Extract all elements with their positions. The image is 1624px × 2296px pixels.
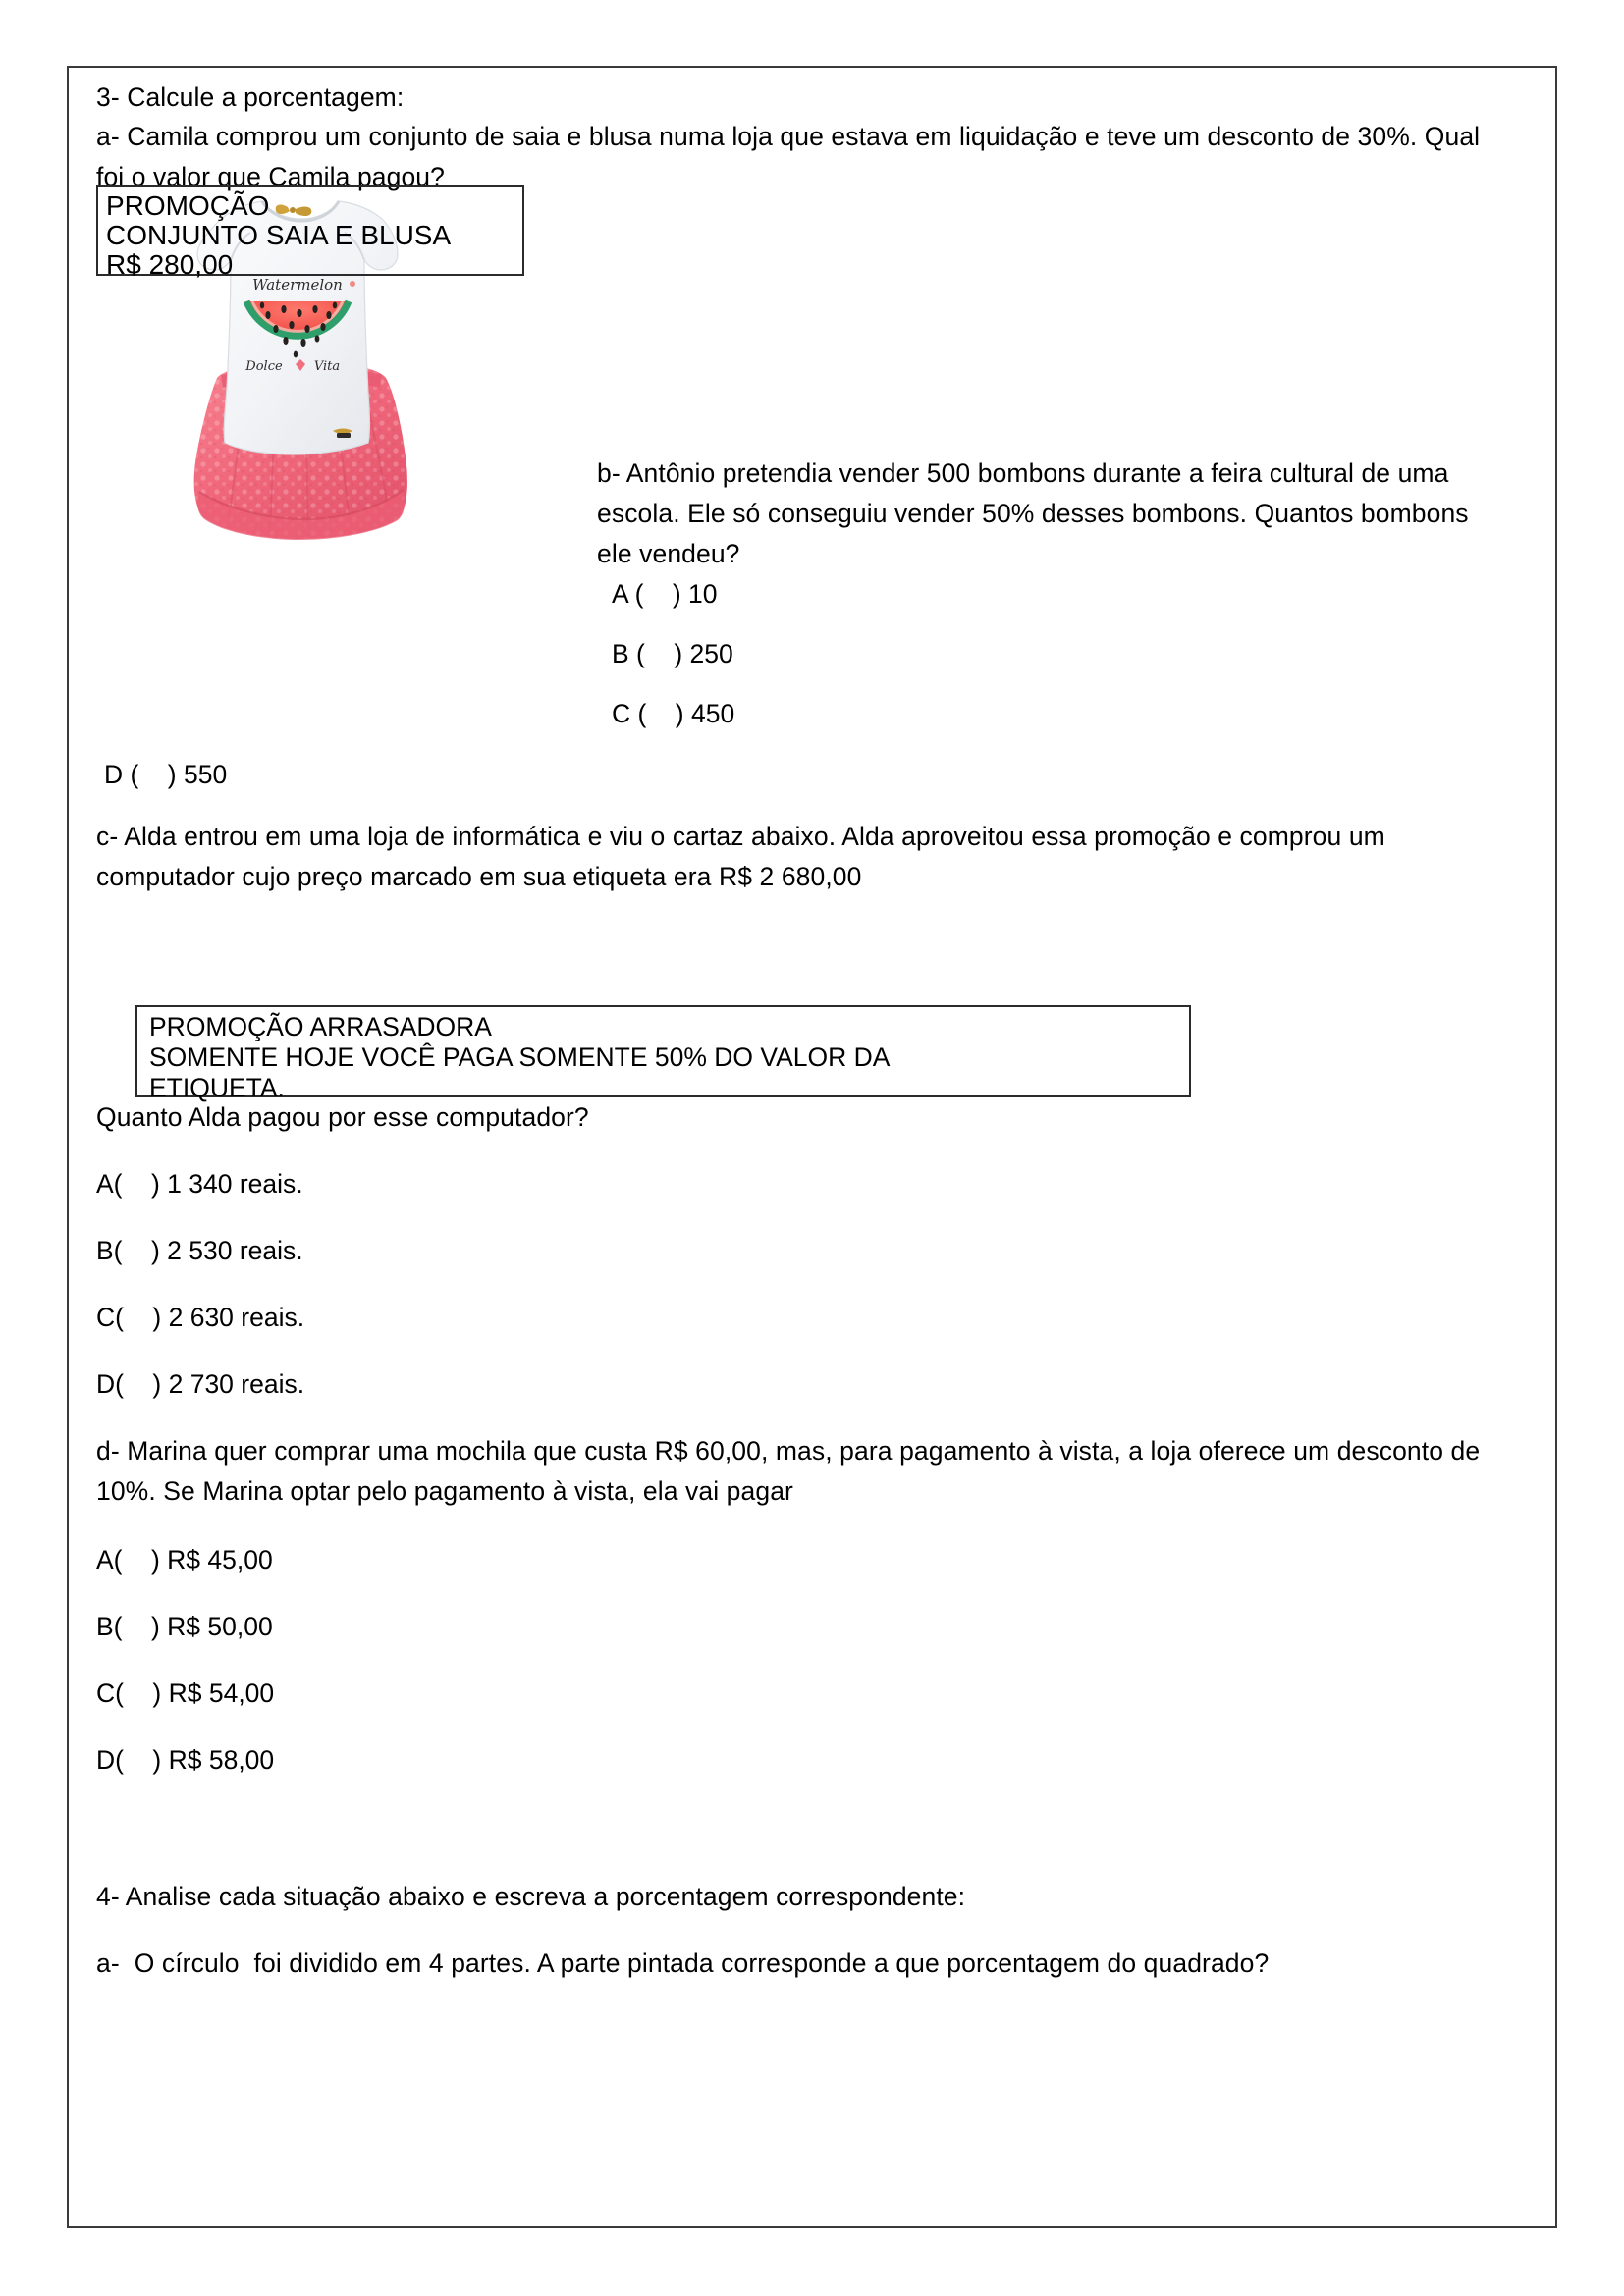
question-3d-option-d[interactable]: D( ) R$ 58,00	[96, 1745, 275, 1775]
question-3b-text: b- Antônio pretendia vender 500 bombons durante a feira cultural de uma escola. Ele só conseguiu vender 50% desses bombons. Quantos bombons ele vendeu?	[597, 458, 1477, 568]
promo-2-line-3: ETIQUETA.	[149, 1073, 285, 1102]
promo-2-line-1: PROMOÇÃO ARRASADORA	[149, 1012, 492, 1041]
question-3d-text: d- Marina quer comprar uma mochila que custa R$ 60,00, mas, para pagamento à vista, a loja oferece um desconto de 10%. Se Marina optar pelo pagamento à vista, ela vai pagar	[96, 1436, 1488, 1506]
page-content	[96, 68, 1522, 2226]
promo-poster-conjunto	[96, 185, 524, 280]
question-3d-option-b[interactable]: B( ) R$ 50,00	[96, 1612, 273, 1641]
promo-poster-arrasadora	[135, 1005, 1191, 1102]
question-3a-text: a- Camila comprou um conjunto de saia e blusa numa loja que estava em liquidação e teve um desconto de 30%. Qual foi o valor que Camila pagou?	[96, 122, 1488, 191]
watermelon-script-right: Vita	[313, 359, 341, 374]
question-4a-text: a- O círculo foi dividido em 4 partes. A parte pintada corresponde a que porcentagem do quadrado?	[96, 1949, 1270, 1978]
question-3c-option-c[interactable]: C( ) 2 630 reais.	[96, 1303, 305, 1332]
promo-1-line-1: PROMOÇÃO	[106, 190, 270, 221]
question-3-heading: 3- Calcule a porcentagem:	[96, 82, 405, 112]
question-3c-option-d[interactable]: D( ) 2 730 reais.	[96, 1369, 305, 1399]
watermelon-script-top: Watermelon	[252, 276, 343, 294]
watermelon-script-left: Dolce	[245, 359, 283, 374]
question-3b-option-b[interactable]: B ( ) 250	[612, 639, 733, 668]
question-3b-option-d[interactable]: D ( ) 550	[104, 760, 228, 789]
question-3b-option-c[interactable]: C ( ) 450	[612, 699, 735, 728]
question-3c-followup: Quanto Alda pagou por esse computador?	[96, 1102, 589, 1132]
question-3c-option-a[interactable]: A( ) 1 340 reais.	[96, 1169, 303, 1199]
promo-1-line-2: CONJUNTO SAIA E BLUSA	[106, 220, 452, 250]
promo-1-line-3: R$ 280,00	[106, 249, 234, 280]
question-3c-text: c- Alda entrou em uma loja de informática e viu o cartaz abaixo. Alda aproveitou essa promoção e comprou um computador cujo preço marcado em sua etiqueta era R$ 2 680,00	[96, 822, 1393, 891]
question-3d-option-a[interactable]: A( ) R$ 45,00	[96, 1545, 273, 1575]
promo-2-line-2: SOMENTE HOJE VOCÊ PAGA SOMENTE 50% DO VALOR DA	[149, 1042, 891, 1072]
question-3d-option-c[interactable]: C( ) R$ 54,00	[96, 1679, 275, 1708]
worksheet-page	[67, 66, 1557, 2228]
question-3c-option-b[interactable]: B( ) 2 530 reais.	[96, 1236, 303, 1265]
question-4-heading: 4- Analise cada situação abaixo e escreva a porcentagem correspondente:	[96, 1882, 966, 1911]
question-3b-option-a[interactable]: A ( ) 10	[612, 579, 718, 609]
